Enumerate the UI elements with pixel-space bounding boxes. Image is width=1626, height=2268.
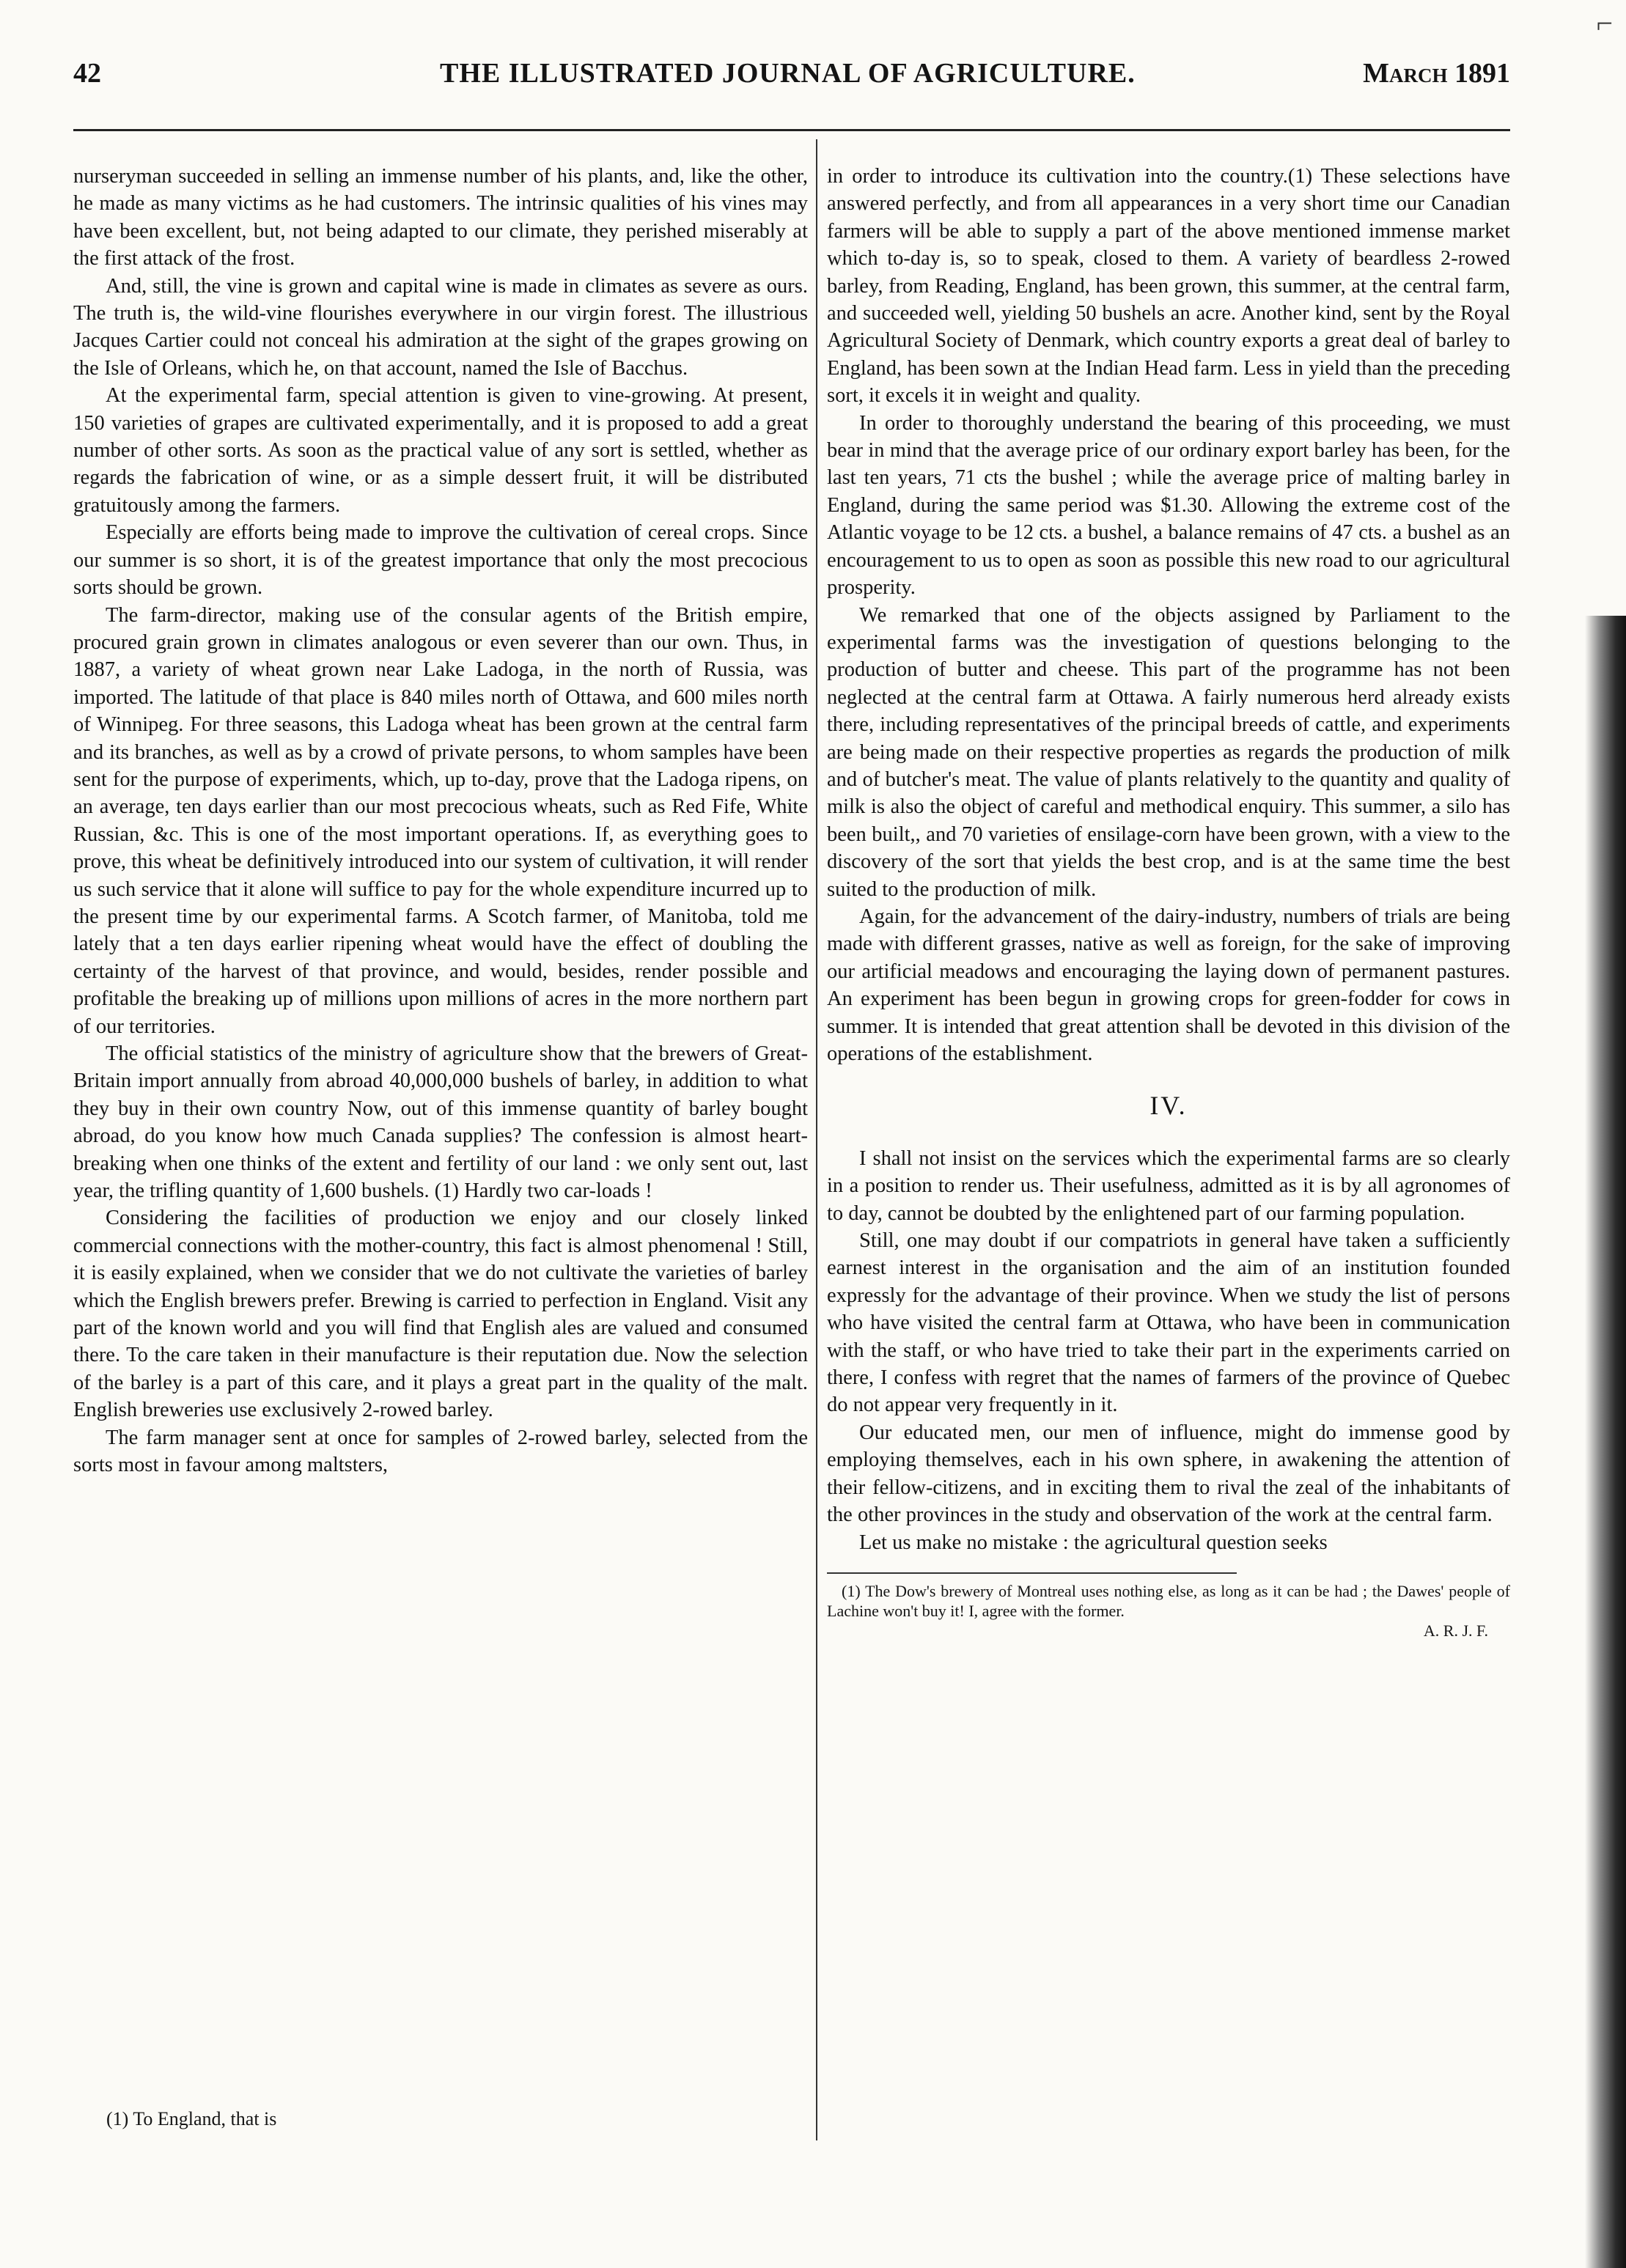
paragraph: The farm-director, making use of the consular agents of the British empire, procured grain grown in climates analogous or even severer than our own. Thus, in 1887, a variety of wheat grown near Lake Ladoga, in the north of Russia, was imported. The latitude of that place is 840 miles north of Ottawa, and 600 miles north of Winnipeg. For three seasons, this Ladoga wheat has been grown at the central farm and its branches, as well as by a crowd of private persons, to whom samples have been sent for the purpose of experiments, which, up to-day, prove that the Ladoga ripens, on an average, ten days earlier than our most precocious wheats, such as Red Fife, White Russian, &c. This is one of the most important operations. If, as everything goes to prove, this wheat be definitively introduced into our system of cultivation, it will render us such service that it alone will suffice to pay for the whole expenditure incurred up to the present time by our experimental farms. A Scotch farmer, of Manitoba, told me lately that a ten days earlier ripening wheat would have the effect of doubling the certainty of the harvest of that province, and would, besides, render possible and profitable the breaking up of millions upon millions of acres in the more northern part of our territories. bbox=[73, 603, 808, 1038]
right-footnote bbox=[827, 1581, 1510, 1641]
left-footnote: (1) To England, that is bbox=[106, 2108, 277, 2129]
paragraph: Still, one may doubt if our compatriots in general have taken a sufficiently earnest interest in the organisation and the aim of an institution founded expressly for the advantage of their province. When we study the list of persons who have visited the central farm at Ottawa, who have been in communication with the staff, or who have tried to take their part in the experiments carried on there, I confess with regret that the names of farmers of the province of Quebec do not appear very frequently in it. bbox=[827, 1229, 1510, 1417]
footnote-signature: A. R. J. F. bbox=[1423, 1621, 1488, 1640]
section-heading: IV. bbox=[1149, 1091, 1188, 1121]
paragraph: nurseryman succeeded in selling an immense number of his plants, and, like the other, he made as many victims as he had customers. The intrinsic qualities of his vines may have been excellent, but, not being adapted to our climate, they perished miserably at the first attack of the frost. bbox=[73, 165, 808, 270]
paragraph: The farm manager sent at once for samples of 2-rowed barley, selected from the sorts most in favour among maltsters, bbox=[73, 1426, 808, 1477]
paragraph: in order to introduce its cultivation into the country.(1) These selections have answered perfectly, and from all appearances in a very short time our Canadian farmers will be able to supply a part of the above mentioned immense market which to-day is, so to speak, closed to them. A variety of beardless 2-rowed barley, from Reading, England, has been grown, this summer, at the central farm, and succeeded well, yielding 50 bushels an acre. Another kind, sent by the Royal Agricultural Society of Denmark, which country exports a great deal of barley to England, has been sown at the Indian Head farm. Less in yield than the preceding sort, it excels it in weight and quality. bbox=[827, 165, 1510, 408]
page-number: 42 bbox=[73, 58, 101, 89]
footnote-rule bbox=[827, 1572, 1237, 1574]
paragraph: We remarked that one of the objects assigned by Parliament to the experimental farms was the investigation of questions belonging to the production of butter and cheese. This part of the programme has not been neglected at the central farm at Ottawa. A fairly numerous herd already exists there, including representatives of the principal breeds of cattle, and experiments are being made on their respective properties as regards the production of milk and of butcher's meat. The value of plants relatively to the quantity and quality of milk is also the object of careful and methodical enquiry. This summer, a silo has been built,, and 70 varieties of ensilage-corn have been grown, with a view to the discovery of the sort that yields the best crop, and is at the same time the best suited to the production of milk. bbox=[827, 603, 1510, 901]
journal-title: THE ILLUSTRATED JOURNAL OF AGRICULTURE. bbox=[440, 58, 1136, 89]
corner-mark-icon: ⌐ bbox=[1596, 7, 1613, 40]
page-edge-shadow bbox=[1585, 616, 1626, 2268]
paragraph: I shall not insist on the services which the experimental farms are so clearly in a position to render us. Their usefulness, admitted as it is by all agronomes of to day, cannot be doubted by the enlightened part of our farming population. bbox=[827, 1146, 1510, 1225]
footnote-text: (1) The Dow's brewery of Montreal uses nothing else, as long as it can be had ; the Dawes' people of Lachine won't buy it! I, agree with the former. bbox=[827, 1581, 1510, 1620]
header-rule bbox=[73, 129, 1510, 131]
page-header bbox=[73, 57, 1510, 108]
paragraph: And, still, the vine is grown and capital wine is made in climates as severe as ours. The truth is, the wild-vine flourishes everywhere in our virgin forest. The illustrious Jacques Cartier could not conceal his admiration at the sight of the grapes growing on the Isle of Orleans, which he, on that account, named the Isle of Bacchus. bbox=[73, 274, 808, 380]
paragraph: Considering the facilities of production we enjoy and our closely linked commercial connections with the mother-country, this fact is almost phenomenal ! Still, it is easily explained, when we consider that we do not cultivate the varieties of barley which the English brewers prefer. Brewing is carried to perfection in England. Visit any part of the known world and you will find that English ales are valued and consumed there. To the care taken in their manufacture is their reputation due. Now the selection of the barley is a part of this care, and it plays a great part in the quality of the malt. English breweries use exclusively 2-rowed barley. bbox=[73, 1207, 808, 1422]
column-divider bbox=[816, 139, 817, 2140]
paragraph: Our educated men, our men of influence, might do immense good by employing themselves, each in his own sphere, in awakening the attention of their fellow-citizens, and in exciting them to rival the zeal of the inhabitants of the other provinces in the study and observation of the work at the central farm. bbox=[827, 1421, 1510, 1527]
right-column bbox=[827, 163, 1510, 1641]
paragraph: The official statistics of the ministry of agriculture show that the brewers of Great-Britain import annually from abroad 40,000,000 bushels of barley, in addition to what they buy in their own country Now, out of this immense quantity of barley bought abroad, do you know how much Canada supplies? The confession is almost heart-breaking when one thinks of the extent and fertility of our land : we only sent out, last year, the trifling quantity of 1,600 bushels. (1) Hardly two car-loads ! bbox=[73, 1042, 808, 1203]
paragraph: In order to thoroughly understand the bearing of this proceeding, we must bear in mind that the average price of our ordinary export barley has been, for the last ten years, 71 cts the bushel ; while the average price of malting barley in England, during the same period was $1.30. Allowing the extreme cost of the Atlantic voyage to be 12 cts. a bushel, a balance remains of 47 cts. a bushel as an encouragement to us to open as soon as possible this new road to our agricultural prosperity. bbox=[827, 411, 1510, 600]
paragraph: Let us make no mistake : the agricultural question seeks bbox=[859, 1531, 1328, 1554]
paragraph: Especially are efforts being made to improve the cultivation of cereal crops. Since our summer is so short, it is of the greatest importance that only the most precocious sorts should be grown. bbox=[73, 521, 808, 600]
paragraph: At the experimental farm, special attention is given to vine-growing. At present, 150 varieties of grapes are cultivated experimentally, and it is proposed to add a great number of other sorts. As soon as the practical value of any sort is settled, whether as regards the fabrication of wine, or as a simple dessert fruit, it will be distributed gratuitously among the farmers. bbox=[73, 384, 808, 517]
left-column bbox=[73, 163, 808, 1479]
paragraph: Again, for the advancement of the dairy-industry, numbers of trials are being made with different grasses, native as well as foreign, for the sake of improving our artificial meadows and encouraging the laying down of permanent pastures. An experiment has been begun in growing crops for green-fodder for cows in summer. It is intended that great attention shall be devoted in this division of the operations of the establishment. bbox=[827, 905, 1510, 1065]
issue-date: March 1891 bbox=[1363, 58, 1510, 89]
